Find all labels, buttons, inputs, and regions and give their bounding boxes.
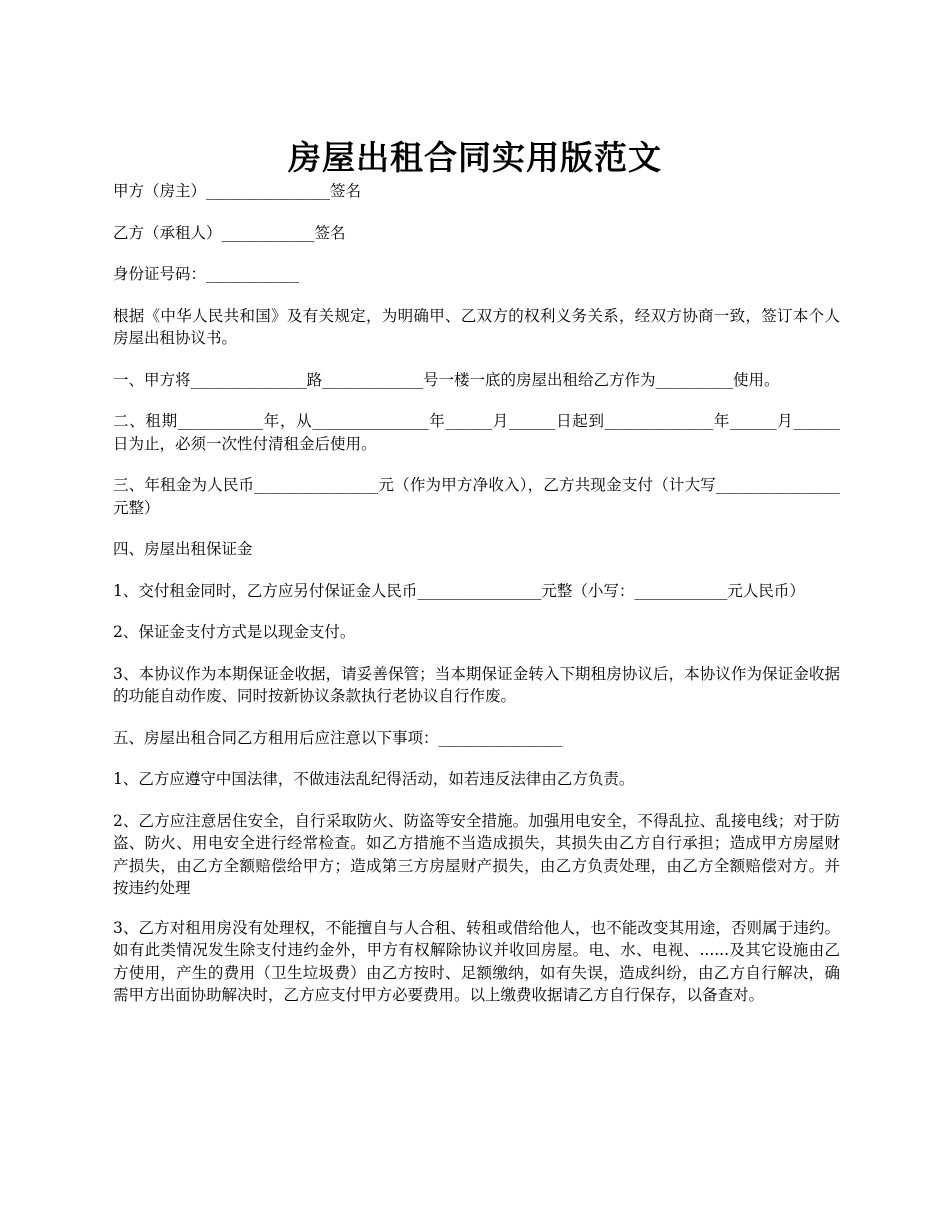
party-b-line: 乙方（承租人）____________签名 bbox=[113, 223, 346, 242]
notice-item-2: 2、乙方应注意居住安全，自行采取防火、防盗等安全措施。加强用电安全，不得乱拉、乱接电线；对于防盗、防火、用电安全进行经常检查。如乙方措施不当造成损失，其损失由乙方自行承担；造成甲方房屋财产损失，由乙方全额赔偿给甲方；造成第三方房屋财产损失，由乙方负责处理，由乙方全额赔偿对方。并按违约处理 bbox=[113, 811, 840, 897]
party-a-line: 甲方（房主）________________签名 bbox=[113, 182, 362, 200]
page-title: 房屋出租合同实用版范文 bbox=[288, 138, 662, 178]
id-number-line: 身份证号码：____________ bbox=[113, 265, 300, 283]
deposit-item-3: 3、本协议作为本期保证金收据，请妥善保管；当本期保证金转入下期租房协议后，本协议作为保证金收据的功能自动作废、同时按新协议条款执行老协议自行作废。 bbox=[113, 664, 840, 705]
clause-4-heading: 四、房屋出租保证金 bbox=[113, 540, 253, 558]
notice-item-3: 3、乙方对租用房没有处理权，不能擅自与人合租、转租或借给他人，也不能改变其用途，否则属于违约。如有此类情况发生除支付违约金外，甲方有权解除协议并收回房屋。电、水、电视、......及其它设施由乙方使用，产生的费用（卫生垃圾费）由乙方按时、足额缴纳，如有失误，造成纠纷，由乙方自行解决，确需甲方出面协助解决时，乙方应支付甲方必要费用。以上缴费收据请乙方自行保存，以备查对。 bbox=[113, 918, 840, 1004]
clause-3-paragraph: 三、年租金为人民币________________元（作为甲方净收入），乙方共现金支付（计大写________________元整） bbox=[113, 476, 840, 517]
clause-1-paragraph: 一、甲方将_______________路_____________号一楼一底的房屋出租给乙方作为__________使用。 bbox=[113, 370, 780, 389]
deposit-item-1: 1、交付租金同时，乙方应另付保证金人民币________________元整（小写：____________元人民币） bbox=[113, 581, 805, 600]
clause-2-paragraph: 二、租期___________年，从_______________年______月______日起到______________年______月______日为止，必须一次性付清租金后使用。 bbox=[113, 412, 840, 453]
preamble-paragraph: 根据《中华人民共和国》及有关规定，为明确甲、乙双方的权利义务关系，经双方协商一致，签订本个人房屋出租协议书。 bbox=[113, 306, 840, 347]
notice-item-1: 1、乙方应遵守中国法律，不做违法乱纪得活动，如若违反法律由乙方负责。 bbox=[113, 770, 635, 788]
document-body bbox=[113, 180, 840, 1026]
clause-5-heading: 五、房屋出租合同乙方租用后应注意以下事项：________________ bbox=[113, 728, 563, 747]
deposit-item-2: 2、保证金支付方式是以现金支付。 bbox=[113, 623, 356, 641]
